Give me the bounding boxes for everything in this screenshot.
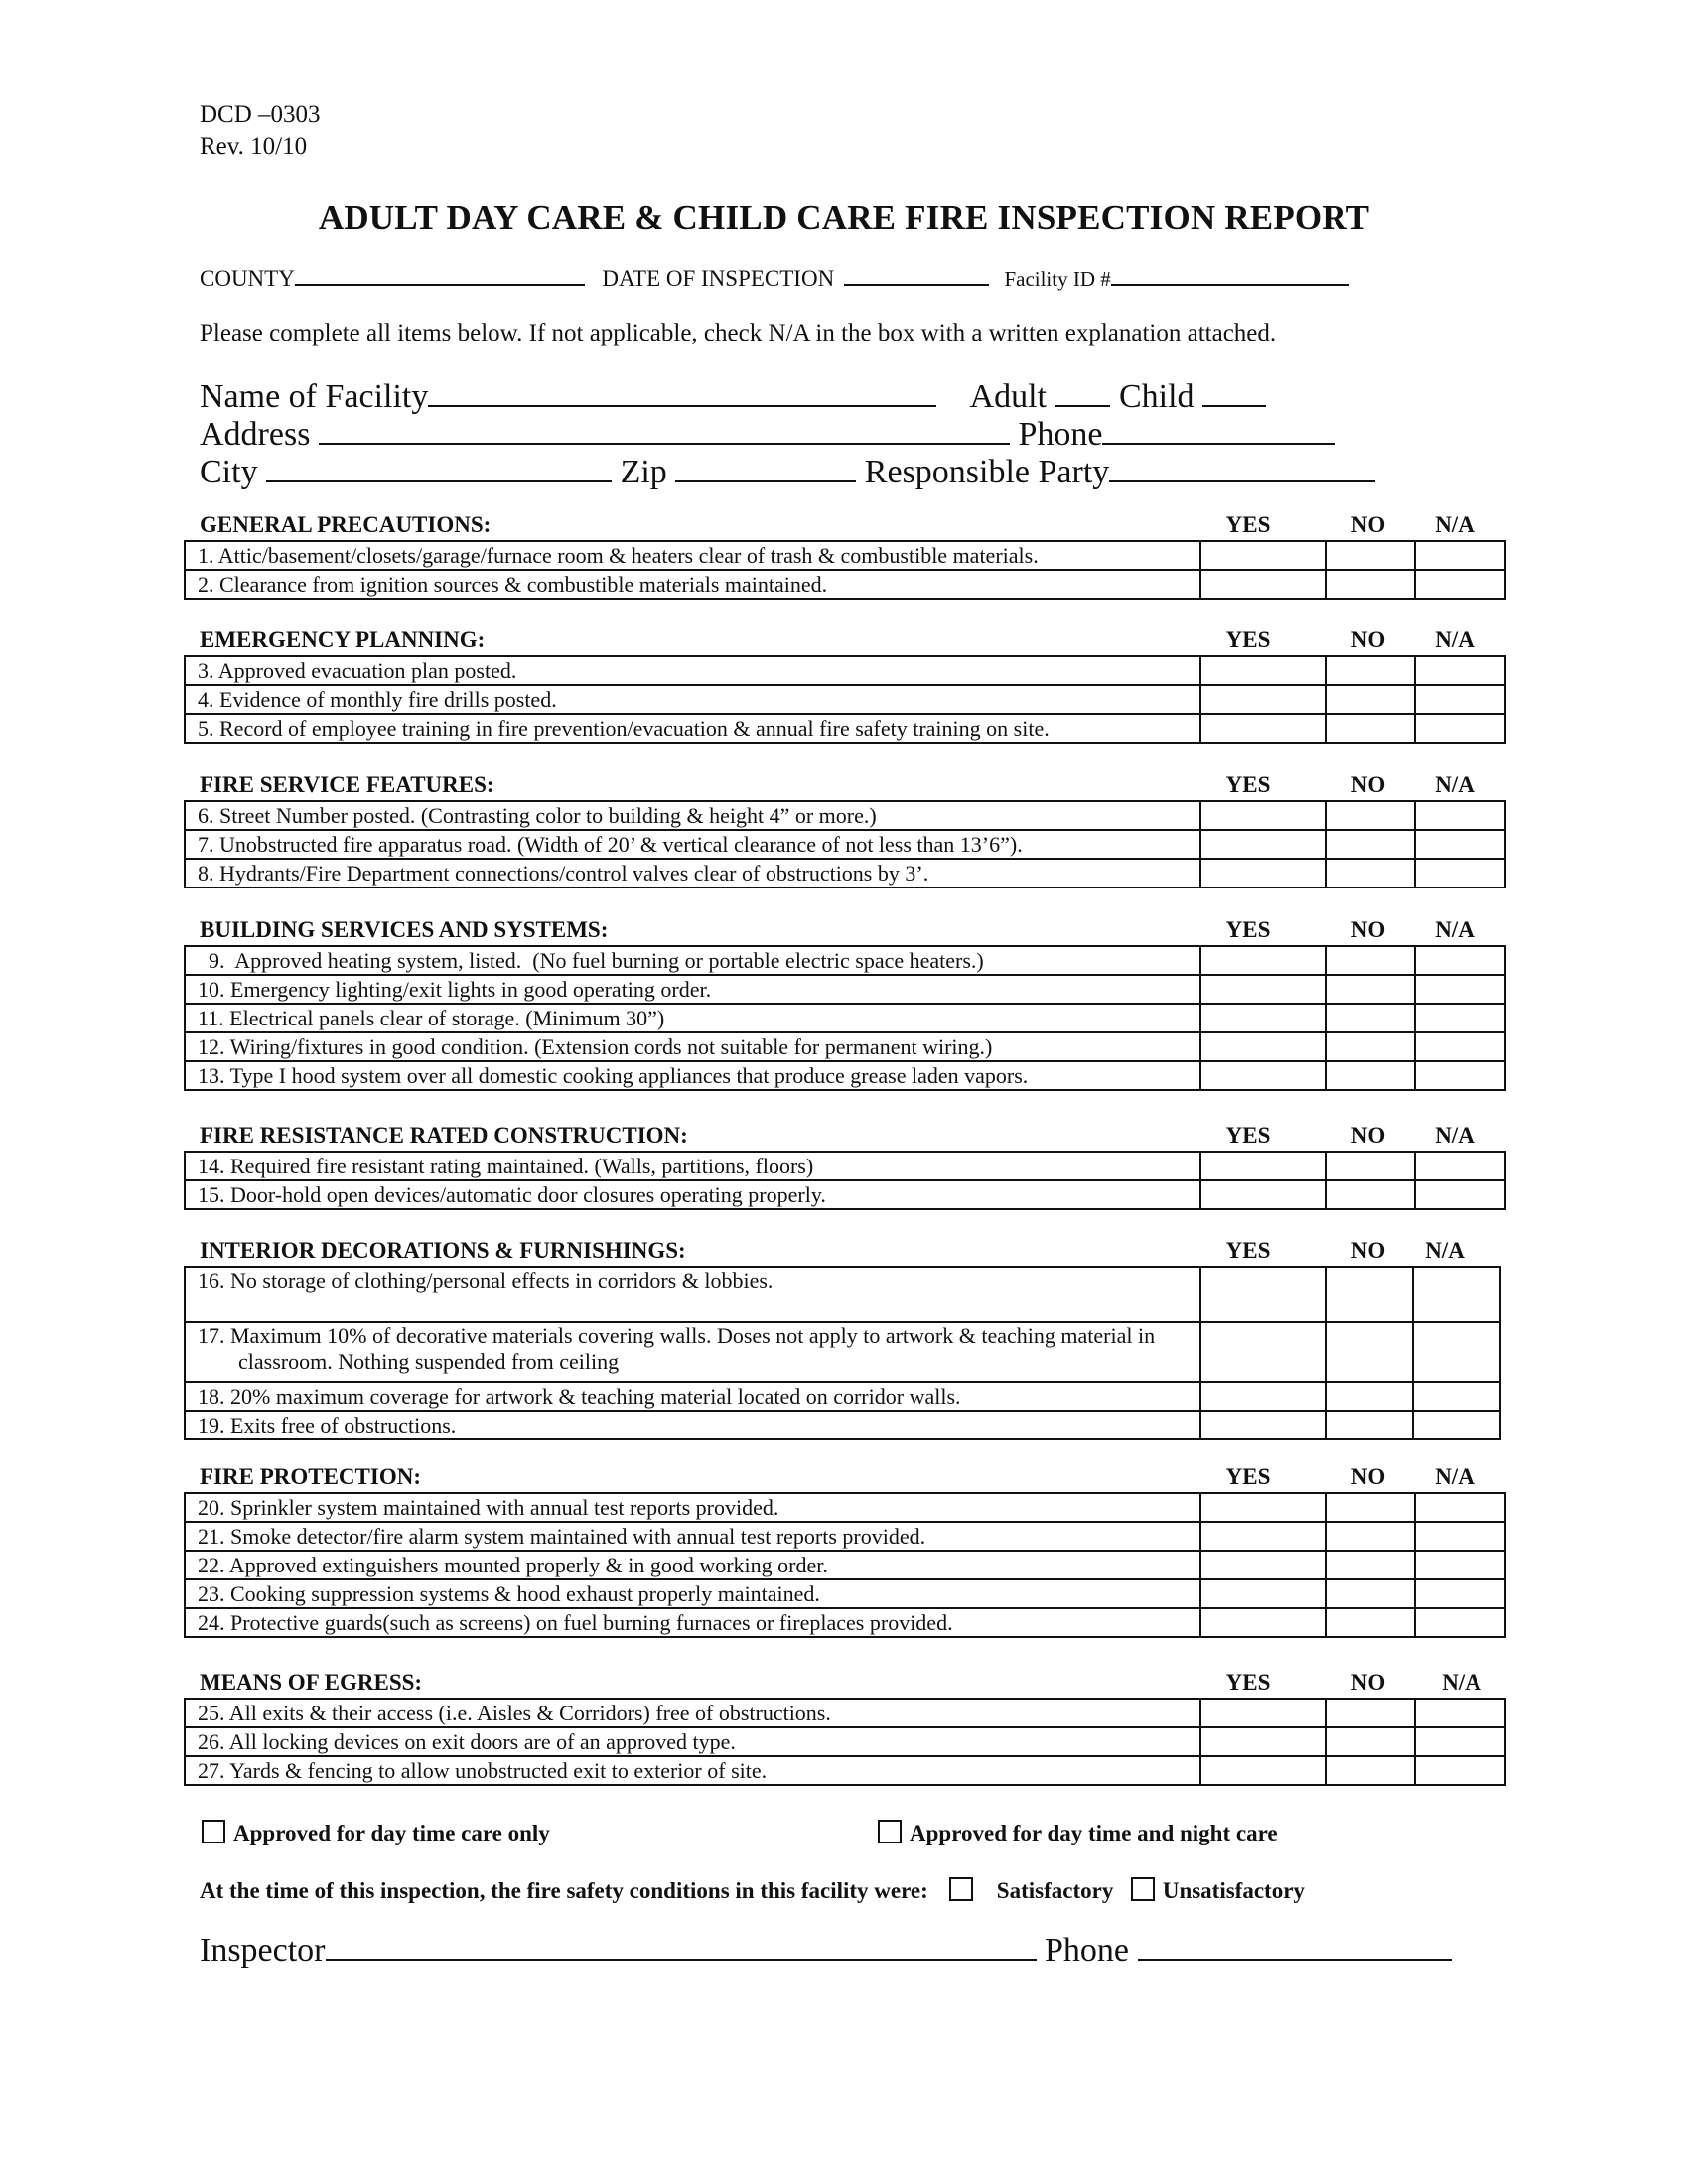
no-column-header: NO (1350, 772, 1386, 797)
yes-box[interactable] (1200, 946, 1326, 975)
item-text: 7. Unobstructed fire apparatus road. (Width of 20’ & vertical clearance of not less than 13’6”). (185, 830, 1200, 859)
facility-name-label: Name of Facility (200, 378, 429, 415)
na-box[interactable] (1415, 946, 1505, 975)
yes-column-header: YES (1225, 772, 1271, 797)
yes-box[interactable] (1200, 1756, 1326, 1785)
zip-label: Zip (620, 454, 667, 490)
section-title: BUILDING SERVICES AND SYSTEMS: (200, 917, 609, 942)
na-box[interactable] (1415, 975, 1505, 1004)
na-box[interactable] (1415, 1493, 1505, 1522)
checklist-row (185, 541, 1505, 570)
checklist-row (185, 656, 1505, 685)
item-text: 2. Clearance from ignition sources & combustible materials maintained. (185, 570, 1200, 599)
inspector-phone-field[interactable] (1138, 1931, 1452, 1961)
item-text: 16. No storage of clothing/personal effects in corridors & lobbies. (185, 1267, 1200, 1322)
checklist-row (185, 1727, 1505, 1756)
item-text: 13. Type I hood system over all domestic cooking appliances that produce grease laden vapors. (185, 1061, 1200, 1090)
section-building-services (184, 917, 1504, 1091)
section-means-of-egress (184, 1670, 1504, 1786)
na-column-header: N/A (1435, 1464, 1475, 1489)
checklist-table (184, 1492, 1506, 1638)
no-column-header: NO (1350, 1238, 1386, 1263)
item-text: 15. Door-hold open devices/automatic door closures operating properly. (185, 1180, 1200, 1209)
section-title: GENERAL PRECAUTIONS: (200, 512, 492, 537)
checklist-row (185, 1032, 1505, 1061)
section-title: EMERGENCY PLANNING: (200, 627, 486, 652)
yes-box[interactable] (1200, 1267, 1326, 1322)
unsatisfactory-checkbox[interactable] (1131, 1877, 1155, 1901)
na-box[interactable] (1415, 1608, 1505, 1637)
inspector-label: Inspector (200, 1932, 326, 1969)
yes-box[interactable] (1200, 1152, 1326, 1180)
facility-id-label: Facility ID # (1004, 267, 1111, 291)
na-box[interactable] (1413, 1411, 1500, 1439)
checklist-row (185, 1551, 1505, 1579)
approved-day-night-label: Approved for day time and night care (910, 1821, 1278, 1845)
revision: Rev. 10/10 (200, 133, 308, 160)
item-text: 26. All locking devices on exit doors are of an approved type. (185, 1727, 1200, 1756)
form-identifier (200, 99, 321, 163)
checklist-row (185, 1061, 1505, 1090)
county-label: COUNTY (200, 266, 295, 291)
item-text (185, 1322, 1200, 1382)
section-general-precautions (184, 512, 1504, 600)
checklist-row (185, 1411, 1500, 1439)
no-box[interactable] (1326, 830, 1415, 859)
checklist-row (185, 1267, 1500, 1322)
yes-box[interactable] (1200, 1551, 1326, 1579)
phone-label: Phone (1018, 416, 1103, 453)
yes-box[interactable] (1200, 1061, 1326, 1090)
form-title: ADULT DAY CARE & CHILD CARE FIRE INSPECTION REPORT (318, 199, 1370, 237)
yes-box[interactable] (1200, 1699, 1326, 1727)
checklist-row (185, 1522, 1505, 1551)
na-box[interactable] (1415, 1522, 1505, 1551)
na-box[interactable] (1415, 656, 1505, 685)
item-text: 25. All exits & their access (i.e. Aisles & Corridors) free of obstructions. (185, 1699, 1200, 1727)
checklist-row (185, 1579, 1505, 1608)
satisfactory-label: Satisfactory (996, 1878, 1114, 1903)
no-box[interactable] (1326, 1382, 1413, 1411)
item-text: 10. Emergency lighting/exit lights in good operating order. (185, 975, 1200, 1004)
yes-box[interactable] (1200, 1382, 1326, 1411)
yes-column-header: YES (1225, 917, 1271, 942)
city-field[interactable] (266, 453, 612, 482)
section-header (184, 512, 1504, 540)
item-text: 4. Evidence of monthly fire drills posted. (185, 685, 1200, 714)
yes-column-header: YES (1225, 1123, 1271, 1148)
yes-box[interactable] (1200, 685, 1326, 714)
checklist-row (185, 1152, 1505, 1180)
na-column-header: N/A (1435, 627, 1475, 652)
no-box[interactable] (1326, 1756, 1415, 1785)
checklist-row (185, 714, 1505, 743)
section-fire-service-features (184, 772, 1504, 888)
item-text: 21. Smoke detector/fire alarm system maintained with annual test reports provided. (185, 1522, 1200, 1551)
checklist-table (184, 1151, 1506, 1210)
facility-phone-field[interactable] (1102, 415, 1335, 445)
item-text: 14. Required fire resistant rating maintained. (Walls, partitions, floors) (185, 1152, 1200, 1180)
yes-box[interactable] (1200, 1608, 1326, 1637)
na-column-header: N/A (1425, 1238, 1465, 1263)
checklist-row (185, 1493, 1505, 1522)
yes-box[interactable] (1200, 656, 1326, 685)
adult-label: Adult (969, 378, 1047, 415)
yes-column-header: YES (1225, 1238, 1271, 1263)
no-box[interactable] (1326, 1727, 1415, 1756)
satisfactory-checkbox[interactable] (949, 1877, 973, 1901)
na-box[interactable] (1415, 541, 1505, 570)
yes-box[interactable] (1200, 541, 1326, 570)
no-box[interactable] (1326, 570, 1415, 599)
approved-day-only-option (202, 1820, 550, 1846)
no-box[interactable] (1326, 1579, 1415, 1608)
checklist-row (185, 1699, 1505, 1727)
checklist-table (184, 1698, 1506, 1786)
na-box[interactable] (1415, 1032, 1505, 1061)
na-column-header: N/A (1435, 917, 1475, 942)
no-box[interactable] (1326, 1004, 1415, 1032)
na-box[interactable] (1415, 1180, 1505, 1209)
yes-column-header: YES (1225, 627, 1271, 652)
no-column-header: NO (1350, 512, 1386, 537)
header-fields-row (200, 264, 1349, 292)
yes-box[interactable] (1200, 1522, 1326, 1551)
checklist-row (185, 859, 1505, 887)
na-box[interactable] (1415, 685, 1505, 714)
item-text: 22. Approved extinguishers mounted properly & in good working order. (185, 1551, 1200, 1579)
no-box[interactable] (1326, 1267, 1413, 1322)
no-box[interactable] (1326, 714, 1415, 743)
date-of-inspection-field[interactable] (844, 264, 989, 286)
item-text: 23. Cooking suppression systems & hood exhaust properly maintained. (185, 1579, 1200, 1608)
yes-box[interactable] (1200, 570, 1326, 599)
checklist-row (185, 570, 1505, 599)
item-text: 24. Protective guards(such as screens) on fuel burning furnaces or fireplaces provided. (185, 1608, 1200, 1637)
yes-box[interactable] (1200, 1032, 1326, 1061)
na-column-header: N/A (1442, 1670, 1481, 1695)
responsible-party-field[interactable] (1109, 453, 1375, 482)
no-box[interactable] (1326, 1032, 1415, 1061)
yes-box[interactable] (1200, 1579, 1326, 1608)
inspector-row (200, 1931, 1452, 1970)
na-box[interactable] (1415, 1699, 1505, 1727)
approved-day-night-checkbox[interactable] (878, 1820, 902, 1843)
yes-box[interactable] (1200, 1411, 1326, 1439)
child-label: Child (1118, 378, 1195, 415)
no-box[interactable] (1326, 1152, 1415, 1180)
yes-box[interactable] (1200, 1004, 1326, 1032)
facility-id-field[interactable] (1111, 264, 1349, 286)
section-title: FIRE RESISTANCE RATED CONSTRUCTION: (200, 1123, 688, 1148)
item-text: 27. Yards & fencing to allow unobstructed exit to exterior of site. (185, 1756, 1200, 1785)
checklist-table (184, 800, 1506, 888)
na-box[interactable] (1413, 1322, 1500, 1382)
no-column-header: NO (1350, 1123, 1386, 1148)
checklist-table (184, 1266, 1501, 1440)
yes-box[interactable] (1200, 975, 1326, 1004)
section-title: FIRE SERVICE FEATURES: (200, 772, 494, 797)
no-column-header: NO (1350, 1464, 1386, 1489)
checklist-row (185, 801, 1505, 830)
adult-field[interactable] (1055, 377, 1110, 407)
item-text: 1. Attic/basement/closets/garage/furnace room & heaters clear of trash & combustible materials. (185, 541, 1200, 570)
na-box[interactable] (1415, 859, 1505, 887)
section-header (184, 1464, 1504, 1492)
yes-box[interactable] (1200, 1493, 1326, 1522)
city-row (200, 453, 1375, 491)
no-box[interactable] (1326, 1411, 1413, 1439)
section-header (184, 627, 1504, 655)
section-emergency-planning (184, 627, 1504, 744)
no-box[interactable] (1326, 1061, 1415, 1090)
yes-column-header: YES (1225, 1464, 1271, 1489)
conditions-row (200, 1877, 1305, 1904)
no-box[interactable] (1326, 1608, 1415, 1637)
checklist-table (184, 945, 1506, 1091)
section-interior-decorations (184, 1238, 1504, 1440)
section-title: INTERIOR DECORATIONS & FURNISHINGS: (200, 1238, 686, 1263)
no-column-header: NO (1350, 917, 1386, 942)
checklist-row (185, 946, 1505, 975)
city-label: City (200, 454, 258, 490)
unsatisfactory-label: Unsatisfactory (1162, 1878, 1305, 1903)
address-field[interactable] (319, 415, 1010, 445)
checklist-table (184, 540, 1506, 600)
yes-column-header: YES (1225, 512, 1271, 537)
no-box[interactable] (1326, 859, 1415, 887)
na-box[interactable] (1415, 801, 1505, 830)
no-column-header: NO (1350, 1670, 1386, 1695)
checklist-row (185, 1004, 1505, 1032)
checklist-row (185, 1180, 1505, 1209)
no-box[interactable] (1326, 946, 1415, 975)
checklist-row (185, 975, 1505, 1004)
item-text: 3. Approved evacuation plan posted. (185, 656, 1200, 685)
yes-box[interactable] (1200, 801, 1326, 830)
checklist-row (185, 685, 1505, 714)
conditions-statement: At the time of this inspection, the fire safety conditions in this facility were: (200, 1878, 928, 1903)
item-text: 8. Hydrants/Fire Department connections/control valves clear of obstructions by 3’. (185, 859, 1200, 887)
form-number: DCD –0303 (200, 101, 321, 128)
no-box[interactable] (1326, 1493, 1415, 1522)
facility-name-row (200, 377, 1266, 416)
section-header (184, 1123, 1504, 1151)
no-box[interactable] (1326, 975, 1415, 1004)
section-title: FIRE PROTECTION: (200, 1464, 421, 1489)
item-text: 18. 20% maximum coverage for artwork & teaching material located on corridor walls. (185, 1382, 1200, 1411)
address-row (200, 415, 1335, 454)
item-text: 20. Sprinkler system maintained with annual test reports provided. (185, 1493, 1200, 1522)
responsible-party-label: Responsible Party (864, 454, 1110, 490)
checklist-row (185, 1382, 1500, 1411)
approved-day-night-option (878, 1820, 1278, 1846)
checklist-row (185, 1608, 1505, 1637)
no-box[interactable] (1326, 1551, 1415, 1579)
na-box[interactable] (1413, 1382, 1500, 1411)
checklist-row (185, 830, 1505, 859)
checklist-row (185, 1756, 1505, 1785)
na-box[interactable] (1415, 1756, 1505, 1785)
section-fire-resistance (184, 1123, 1504, 1210)
section-title: MEANS OF EGRESS: (200, 1670, 423, 1695)
no-box[interactable] (1326, 1522, 1415, 1551)
yes-box[interactable] (1200, 1727, 1326, 1756)
na-box[interactable] (1415, 714, 1505, 743)
item-text-wrapped: 17. Maximum 10% of decorative materials covering walls. Doses not apply to artwork & teaching material in classroom. Nothing suspended from ceiling (198, 1323, 1156, 1374)
no-box[interactable] (1326, 541, 1415, 570)
yes-box[interactable] (1200, 859, 1326, 887)
no-box[interactable] (1326, 801, 1415, 830)
approved-day-only-checkbox[interactable] (202, 1820, 225, 1843)
section-header (184, 1670, 1504, 1698)
child-field[interactable] (1202, 377, 1266, 407)
no-box[interactable] (1326, 1180, 1415, 1209)
yes-box[interactable] (1200, 1322, 1326, 1382)
county-field[interactable] (295, 264, 585, 286)
no-box[interactable] (1326, 656, 1415, 685)
zip-field[interactable] (675, 453, 856, 482)
no-column-header: NO (1350, 627, 1386, 652)
no-box[interactable] (1326, 1322, 1413, 1382)
inspector-phone-label: Phone (1045, 1932, 1130, 1969)
inspector-field[interactable] (326, 1931, 1037, 1961)
item-text: 12. Wiring/fixtures in good condition. (Extension cords not suitable for permanent wiring.) (185, 1032, 1200, 1061)
yes-box[interactable] (1200, 830, 1326, 859)
na-box[interactable] (1415, 570, 1505, 599)
section-fire-protection (184, 1464, 1504, 1638)
yes-box[interactable] (1200, 714, 1326, 743)
checklist-table (184, 655, 1506, 744)
item-text: 11. Electrical panels clear of storage. (Minimum 30”) (185, 1004, 1200, 1032)
address-label: Address (200, 416, 311, 453)
date-of-inspection-label: DATE OF INSPECTION (602, 266, 835, 291)
instructions: Please complete all items below. If not applicable, check N/A in the box with a written explanation attached. (200, 320, 1277, 346)
na-box[interactable] (1415, 1061, 1505, 1090)
yes-column-header: YES (1225, 1670, 1271, 1695)
section-header (184, 1238, 1504, 1266)
no-box[interactable] (1326, 685, 1415, 714)
facility-name-field[interactable] (428, 377, 936, 407)
na-column-header: N/A (1435, 1123, 1475, 1148)
na-box[interactable] (1413, 1267, 1500, 1322)
approved-day-only-label: Approved for day time care only (233, 1821, 550, 1845)
na-box[interactable] (1415, 1579, 1505, 1608)
checklist-row (185, 1322, 1500, 1382)
na-box[interactable] (1415, 1004, 1505, 1032)
item-text: 5. Record of employee training in fire prevention/evacuation & annual fire safety training on site. (185, 714, 1200, 743)
na-box[interactable] (1415, 1551, 1505, 1579)
na-box[interactable] (1415, 830, 1505, 859)
item-text: 9. Approved heating system, listed. (No fuel burning or portable electric space heaters.) (185, 946, 1200, 975)
no-box[interactable] (1326, 1699, 1415, 1727)
item-text: 6. Street Number posted. (Contrasting color to building & height 4” or more.) (185, 801, 1200, 830)
na-box[interactable] (1415, 1152, 1505, 1180)
yes-box[interactable] (1200, 1180, 1326, 1209)
na-column-header: N/A (1435, 772, 1475, 797)
section-header (184, 772, 1504, 800)
na-box[interactable] (1415, 1727, 1505, 1756)
na-column-header: N/A (1435, 512, 1475, 537)
item-text: 19. Exits free of obstructions. (185, 1411, 1200, 1439)
section-header (184, 917, 1504, 945)
